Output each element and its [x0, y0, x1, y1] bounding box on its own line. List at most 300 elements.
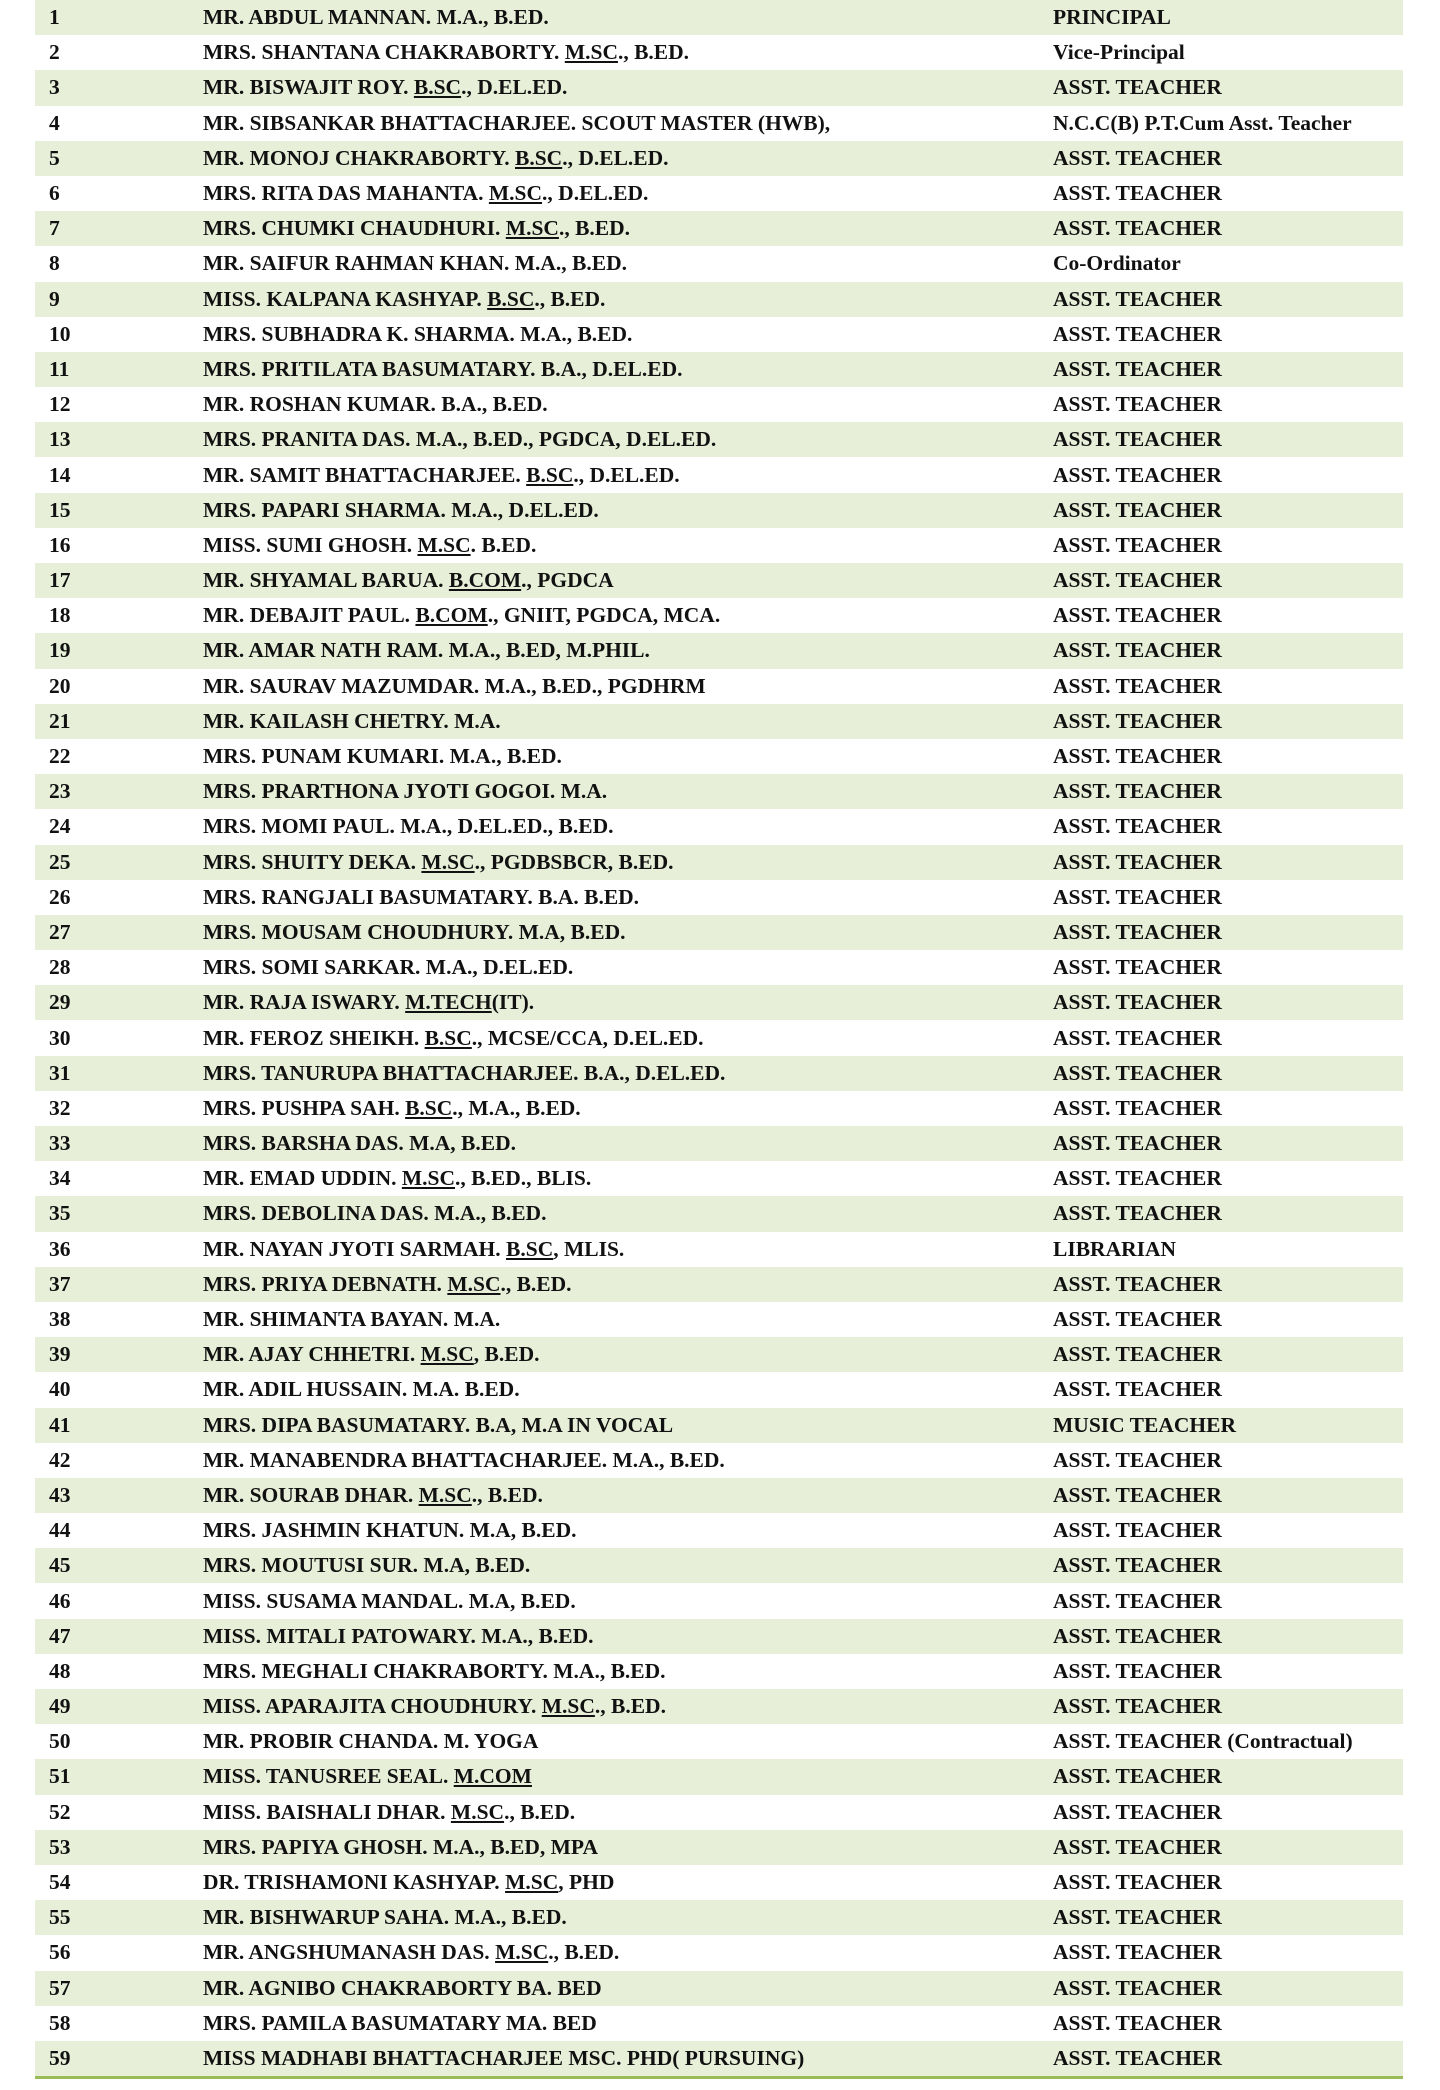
name-text: ., B.ED. — [548, 1940, 620, 1965]
designation: ASST. TEACHER — [1053, 532, 1222, 557]
staff-row — [35, 1056, 1403, 1091]
staff-row — [35, 1513, 1403, 1548]
staff-name-qualification — [203, 1302, 1053, 1337]
serial-number: 58 — [49, 2010, 71, 2035]
staff-row — [35, 1654, 1403, 1689]
designation: ASST. TEACHER — [1053, 356, 1222, 381]
name-text: MRS. SHUITY DEKA. — [203, 849, 422, 874]
staff-name-qualification — [203, 1689, 1053, 1724]
designation: ASST. TEACHER — [1053, 427, 1222, 452]
designation: ASST. TEACHER — [1053, 1553, 1222, 1578]
designation: ASST. TEACHER — [1053, 1447, 1222, 1472]
name-text: MISS. TANUSREE SEAL. — [203, 1764, 454, 1789]
serial-number: 55 — [49, 1905, 71, 1930]
staff-name-qualification — [203, 809, 1053, 844]
name-text: MR. AMAR NATH RAM. M.A., B.ED, M.PHIL. — [203, 638, 650, 663]
designation: ASST. TEACHER — [1053, 1623, 1222, 1648]
staff-name-qualification — [203, 704, 1053, 739]
staff-name-qualification — [203, 1267, 1053, 1302]
serial-number: 21 — [49, 708, 71, 733]
staff-name-qualification — [203, 774, 1053, 809]
designation: ASST. TEACHER — [1053, 1060, 1222, 1085]
staff-name-qualification — [203, 1408, 1053, 1443]
serial-number: 9 — [49, 286, 60, 311]
serial-number: 10 — [49, 321, 71, 346]
serial-number: 22 — [49, 744, 71, 769]
staff-row — [35, 1759, 1403, 1794]
name-text: MRS. RITA DAS MAHANTA. — [203, 181, 489, 206]
name-text: MR. AGNIBO CHAKRABORTY BA. BED — [203, 1975, 602, 2000]
designation: ASST. TEACHER — [1053, 1905, 1222, 1930]
staff-name-qualification — [203, 282, 1053, 317]
designation: ASST. TEACHER — [1053, 2045, 1222, 2070]
staff-table — [35, 0, 1403, 2079]
name-text: ., D.EL.ED. — [542, 181, 649, 206]
designation: ASST. TEACHER — [1053, 1271, 1222, 1296]
underlined-qualification: M.SC — [447, 1271, 501, 1296]
staff-row — [35, 1443, 1403, 1478]
name-text: MR. RAJA ISWARY. — [203, 990, 406, 1015]
designation: ASST. TEACHER — [1053, 814, 1222, 839]
name-text: MRS. PAPARI SHARMA. M.A., D.EL.ED. — [203, 497, 599, 522]
designation: ASST. TEACHER — [1053, 568, 1222, 593]
staff-name-qualification — [203, 633, 1053, 668]
serial-number: 27 — [49, 919, 71, 944]
name-text: ., B.ED. — [500, 1271, 572, 1296]
staff-name-qualification — [203, 1830, 1053, 1865]
name-text: MRS. PUNAM KUMARI. M.A., B.ED. — [203, 744, 562, 769]
underlined-qualification: M.SC — [564, 40, 618, 65]
name-text: ., B.ED. — [471, 1482, 543, 1507]
name-text: MR. SAIFUR RAHMAN KHAN. M.A., B.ED. — [203, 251, 628, 276]
staff-row — [35, 669, 1403, 704]
staff-row — [35, 1267, 1403, 1302]
underlined-qualification: B.SC — [526, 462, 574, 487]
designation: ASST. TEACHER — [1053, 75, 1222, 100]
designation: ASST. TEACHER — [1053, 1694, 1222, 1719]
underlined-qualification: M.SC — [421, 849, 475, 874]
name-text: MRS. TANURUPA BHATTACHARJEE. B.A., D.EL.ED. — [203, 1060, 726, 1085]
name-text: (IT). — [491, 990, 535, 1015]
staff-row — [35, 774, 1403, 809]
staff-row — [35, 1900, 1403, 1935]
designation: ASST. TEACHER — [1053, 1131, 1222, 1156]
name-text: MR. ABDUL MANNAN. M.A., B.ED. — [203, 5, 549, 30]
designation: ASST. TEACHER — [1053, 497, 1222, 522]
staff-name-qualification — [203, 35, 1053, 70]
name-text: MR. NAYAN JYOTI SARMAH. — [203, 1236, 507, 1261]
name-text: MRS. MOUSAM CHOUDHURY. M.A, B.ED. — [203, 919, 626, 944]
staff-row — [35, 1935, 1403, 1970]
staff-row — [35, 1724, 1403, 1759]
name-text: MR. SHYAMAL BARUA. — [203, 568, 449, 593]
name-text: MR. MONOJ CHAKRABORTY. — [203, 145, 515, 170]
designation: ASST. TEACHER — [1053, 1201, 1222, 1226]
name-text: MR. SIBSANKAR BHATTACHARJEE. SCOUT MASTER (HWB), — [203, 110, 831, 135]
staff-row — [35, 141, 1403, 176]
staff-name-qualification — [203, 669, 1053, 704]
staff-row — [35, 1478, 1403, 1513]
designation: LIBRARIAN — [1053, 1236, 1177, 1261]
name-text: MR. PROBIR CHANDA. M. YOGA — [203, 1729, 539, 1754]
designation: ASST. TEACHER — [1053, 181, 1222, 206]
serial-number: 42 — [49, 1447, 71, 1472]
staff-row — [35, 106, 1403, 141]
staff-name-qualification — [203, 141, 1053, 176]
name-text: MR. DEBAJIT PAUL. — [203, 603, 416, 628]
designation: ASST. TEACHER — [1053, 955, 1222, 980]
name-text: ., PGDCA — [521, 568, 614, 593]
name-text: ., M.A., B.ED. — [452, 1095, 581, 1120]
staff-name-qualification — [203, 985, 1053, 1020]
designation: ASST. TEACHER — [1053, 744, 1222, 769]
staff-name-qualification — [203, 106, 1053, 141]
staff-row — [35, 282, 1403, 317]
name-text: MRS. SOMI SARKAR. M.A., D.EL.ED. — [203, 955, 574, 980]
staff-name-qualification — [203, 1478, 1053, 1513]
name-text: , MLIS. — [553, 1236, 625, 1261]
serial-number: 41 — [49, 1412, 71, 1437]
staff-name-qualification — [203, 0, 1053, 35]
designation: ASST. TEACHER — [1053, 1342, 1222, 1367]
serial-number: 12 — [49, 392, 71, 417]
name-text: ., PGDBSBCR, B.ED. — [474, 849, 674, 874]
serial-number: 30 — [49, 1025, 71, 1050]
staff-name-qualification — [203, 1548, 1053, 1583]
staff-name-qualification — [203, 1372, 1053, 1407]
serial-number: 59 — [49, 2045, 71, 2070]
staff-row — [35, 1689, 1403, 1724]
name-text: MISS MADHABI BHATTACHARJEE MSC. PHD( PURSUING) — [203, 2045, 805, 2070]
serial-number: 32 — [49, 1095, 71, 1120]
designation: ASST. TEACHER — [1053, 990, 1222, 1015]
name-text: MR. SOURAB DHAR. — [203, 1482, 419, 1507]
serial-number: 37 — [49, 1271, 71, 1296]
staff-name-qualification — [203, 2041, 1053, 2078]
staff-row — [35, 633, 1403, 668]
designation: ASST. TEACHER (Contractual) — [1053, 1729, 1353, 1754]
underlined-qualification: B.SC — [487, 286, 535, 311]
designation: ASST. TEACHER — [1053, 2010, 1222, 2035]
serial-number: 7 — [49, 216, 60, 241]
staff-name-qualification — [203, 246, 1053, 281]
name-text: , B.ED. — [473, 1342, 540, 1367]
serial-number: 31 — [49, 1060, 71, 1085]
name-text: MRS. SUBHADRA K. SHARMA. M.A., B.ED. — [203, 321, 633, 346]
staff-row — [35, 1372, 1403, 1407]
designation: ASST. TEACHER — [1053, 1588, 1222, 1613]
name-text: MRS. PUSHPA SAH. — [203, 1095, 406, 1120]
name-text: MRS. PRITILATA BASUMATARY. B.A., D.EL.ED. — [203, 356, 683, 381]
designation: ASST. TEACHER — [1053, 216, 1222, 241]
designation: ASST. TEACHER — [1053, 145, 1222, 170]
name-text: MR. SHIMANTA BAYAN. M.A. — [203, 1307, 501, 1332]
staff-name-qualification — [203, 1900, 1053, 1935]
name-text: MR. ADIL HUSSAIN. M.A. B.ED. — [203, 1377, 520, 1402]
underlined-qualification: B.SC — [515, 145, 563, 170]
staff-row — [35, 1830, 1403, 1865]
serial-number: 16 — [49, 532, 71, 557]
designation: ASST. TEACHER — [1053, 919, 1222, 944]
serial-number: 25 — [49, 849, 71, 874]
staff-name-qualification — [203, 845, 1053, 880]
name-text: MRS. SHANTANA CHAKRABORTY. — [203, 40, 565, 65]
serial-number: 54 — [49, 1870, 71, 1895]
name-text: MRS. MOUTUSI SUR. M.A, B.ED. — [203, 1553, 531, 1578]
serial-number: 47 — [49, 1623, 71, 1648]
staff-row — [35, 493, 1403, 528]
staff-row — [35, 1337, 1403, 1372]
staff-row — [35, 809, 1403, 844]
staff-name-qualification — [203, 563, 1053, 598]
designation: ASST. TEACHER — [1053, 779, 1222, 804]
staff-row — [35, 880, 1403, 915]
staff-name-qualification — [203, 1935, 1053, 1970]
underlined-qualification: M.SC — [418, 1482, 472, 1507]
designation: ASST. TEACHER — [1053, 286, 1222, 311]
staff-row — [35, 704, 1403, 739]
staff-row — [35, 387, 1403, 422]
staff-row — [35, 1126, 1403, 1161]
serial-number: 56 — [49, 1940, 71, 1965]
name-text: MRS. JASHMIN KHATUN. M.A, B.ED. — [203, 1518, 577, 1543]
designation: ASST. TEACHER — [1053, 1940, 1222, 1965]
staff-row — [35, 1091, 1403, 1126]
name-text: MR. MANABENDRA BHATTACHARJEE. M.A., B.ED. — [203, 1447, 725, 1472]
staff-name-qualification — [203, 1971, 1053, 2006]
designation: ASST. TEACHER — [1053, 1166, 1222, 1191]
staff-name-qualification — [203, 457, 1053, 492]
staff-row — [35, 739, 1403, 774]
staff-name-qualification — [203, 1759, 1053, 1794]
staff-row — [35, 1196, 1403, 1231]
designation: ASST. TEACHER — [1053, 1025, 1222, 1050]
serial-number: 11 — [49, 356, 70, 381]
staff-row — [35, 211, 1403, 246]
name-text: MRS. CHUMKI CHAUDHURI. — [203, 216, 506, 241]
name-text: ., B.ED. — [504, 1799, 576, 1824]
underlined-qualification: B.SC — [405, 1095, 453, 1120]
staff-row — [35, 1408, 1403, 1443]
serial-number: 1 — [49, 5, 60, 30]
staff-name-qualification — [203, 422, 1053, 457]
serial-number: 18 — [49, 603, 71, 628]
designation: ASST. TEACHER — [1053, 1658, 1222, 1683]
staff-row — [35, 246, 1403, 281]
designation: ASST. TEACHER — [1053, 1482, 1222, 1507]
name-text: MR. BISHWARUP SAHA. M.A., B.ED. — [203, 1905, 567, 1930]
name-text: MRS. DEBOLINA DAS. M.A., B.ED. — [203, 1201, 547, 1226]
designation: ASST. TEACHER — [1053, 638, 1222, 663]
underlined-qualification: M.SC — [488, 181, 543, 206]
staff-row — [35, 35, 1403, 70]
underlined-qualification: B.SC — [413, 75, 462, 100]
name-text: MISS. KALPANA KASHYAP. — [203, 286, 488, 311]
staff-name-qualification — [203, 598, 1053, 633]
staff-row — [35, 1548, 1403, 1583]
designation: ASST. TEACHER — [1053, 849, 1222, 874]
underlined-qualification: M.TECH — [405, 990, 492, 1015]
designation: Co-Ordinator — [1053, 251, 1181, 276]
name-text: MRS. MOMI PAUL. M.A., D.EL.ED., B.ED. — [203, 814, 614, 839]
serial-number: 35 — [49, 1201, 71, 1226]
serial-number: 39 — [49, 1342, 71, 1367]
serial-number: 43 — [49, 1482, 71, 1507]
underlined-qualification: M.SC — [401, 1166, 456, 1191]
staff-row — [35, 563, 1403, 598]
staff-name-qualification — [203, 1865, 1053, 1900]
name-text: MR. SAMIT BHATTACHARJEE. — [203, 462, 527, 487]
staff-row — [35, 1161, 1403, 1196]
staff-row — [35, 0, 1403, 35]
serial-number: 2 — [49, 40, 60, 65]
staff-row — [35, 352, 1403, 387]
underlined-qualification: M.SC — [541, 1694, 595, 1719]
staff-name-qualification — [203, 950, 1053, 985]
staff-name-qualification — [203, 1091, 1053, 1126]
staff-row — [35, 950, 1403, 985]
name-text: ., GNIIT, PGDCA, MCA. — [487, 603, 721, 628]
staff-name-qualification — [203, 1196, 1053, 1231]
staff-name-qualification — [203, 493, 1053, 528]
staff-name-qualification — [203, 211, 1053, 246]
staff-row — [35, 2041, 1403, 2078]
designation: Vice-Principal — [1053, 40, 1185, 65]
staff-row — [35, 915, 1403, 950]
name-text: MISS. SUSAMA MANDAL. M.A, B.ED. — [203, 1588, 576, 1613]
staff-name-qualification — [203, 317, 1053, 352]
designation: ASST. TEACHER — [1053, 673, 1222, 698]
name-text: ., D.EL.ED. — [573, 462, 680, 487]
designation: ASST. TEACHER — [1053, 1764, 1222, 1789]
staff-name-qualification — [203, 1232, 1053, 1267]
staff-row — [35, 317, 1403, 352]
serial-number: 19 — [49, 638, 71, 663]
name-text: MR. EMAD UDDIN. — [203, 1166, 402, 1191]
serial-number: 8 — [49, 251, 60, 276]
staff-name-qualification — [203, 70, 1053, 105]
designation: ASST. TEACHER — [1053, 1870, 1222, 1895]
staff-row — [35, 1619, 1403, 1654]
staff-row — [35, 1795, 1403, 1830]
serial-number: 20 — [49, 673, 71, 698]
name-text: MR. SAURAV MAZUMDAR. M.A., B.ED., PGDHRM — [203, 673, 706, 698]
name-text: MRS. BARSHA DAS. M.A, B.ED. — [203, 1131, 516, 1156]
name-text: MR. ANGSHUMANASH DAS. — [203, 1940, 496, 1965]
designation: ASST. TEACHER — [1053, 1834, 1222, 1859]
name-text: MRS. RANGJALI BASUMATARY. B.A. B.ED. — [203, 884, 640, 909]
underlined-qualification: B.SC — [424, 1025, 472, 1050]
name-text: MR. ROSHAN KUMAR. B.A., B.ED. — [203, 392, 548, 417]
staff-row — [35, 1302, 1403, 1337]
serial-number: 46 — [49, 1588, 71, 1613]
serial-number: 33 — [49, 1131, 71, 1156]
designation: ASST. TEACHER — [1053, 1799, 1222, 1824]
name-text: MRS. PRIYA DEBNATH. — [203, 1271, 448, 1296]
name-text: , PHD — [558, 1870, 615, 1895]
name-text: MR. FEROZ SHEIKH. — [203, 1025, 425, 1050]
name-text: ., B.ED. — [617, 40, 690, 65]
staff-row — [35, 598, 1403, 633]
serial-number: 3 — [49, 75, 60, 100]
underlined-qualification: B.COM — [448, 568, 522, 593]
name-text: MR. BISWAJIT ROY. — [203, 75, 414, 100]
staff-name-qualification — [203, 1161, 1053, 1196]
underlined-qualification: M.SC — [450, 1799, 505, 1824]
staff-row — [35, 528, 1403, 563]
serial-number: 57 — [49, 1975, 71, 2000]
underlined-qualification: M.SC — [417, 532, 471, 557]
name-text: MISS. MITALI PATOWARY. M.A., B.ED. — [203, 1623, 594, 1648]
serial-number: 38 — [49, 1307, 71, 1332]
name-text: MISS. SUMI GHOSH. — [203, 532, 418, 557]
designation: ASST. TEACHER — [1053, 1307, 1222, 1332]
staff-name-qualification — [203, 1126, 1053, 1161]
underlined-qualification: M.SC — [505, 1870, 559, 1895]
designation: MUSIC TEACHER — [1053, 1412, 1236, 1437]
designation: ASST. TEACHER — [1053, 708, 1222, 733]
serial-number: 26 — [49, 884, 71, 909]
name-text: . B.ED. — [470, 532, 537, 557]
staff-table-body — [35, 0, 1403, 2077]
staff-row — [35, 1232, 1403, 1267]
staff-row — [35, 1020, 1403, 1055]
serial-number: 28 — [49, 955, 71, 980]
staff-row — [35, 845, 1403, 880]
serial-number: 44 — [49, 1518, 71, 1543]
staff-name-qualification — [203, 915, 1053, 950]
name-text: MRS. PAMILA BASUMATARY MA. BED — [203, 2010, 597, 2035]
designation: ASST. TEACHER — [1053, 603, 1222, 628]
name-text: ., D.EL.ED. — [562, 145, 669, 170]
designation: ASST. TEACHER — [1053, 392, 1222, 417]
serial-number: 6 — [49, 181, 60, 206]
staff-name-qualification — [203, 1020, 1053, 1055]
staff-name-qualification — [203, 1513, 1053, 1548]
name-text: MRS. PAPIYA GHOSH. M.A., B.ED, MPA — [203, 1834, 598, 1859]
serial-number: 36 — [49, 1236, 71, 1261]
staff-list-page — [35, 0, 1403, 2079]
staff-row — [35, 985, 1403, 1020]
name-text: MISS. BAISHALI DHAR. — [203, 1799, 451, 1824]
underlined-qualification: B.COM — [415, 603, 488, 628]
staff-row — [35, 1865, 1403, 1900]
staff-name-qualification — [203, 2006, 1053, 2041]
name-text: ., B.ED. — [558, 216, 631, 241]
staff-row — [35, 1971, 1403, 2006]
designation: ASST. TEACHER — [1053, 884, 1222, 909]
name-text: MR. KAILASH CHETRY. M.A. — [203, 708, 501, 733]
underlined-qualification: B.SC — [506, 1236, 554, 1261]
staff-name-qualification — [203, 739, 1053, 774]
underlined-qualification: M.SC — [505, 216, 559, 241]
serial-number: 52 — [49, 1799, 71, 1824]
designation: ASST. TEACHER — [1053, 321, 1222, 346]
staff-name-qualification — [203, 176, 1053, 211]
underlined-qualification: M.SC — [495, 1940, 549, 1965]
name-text: MISS. APARAJITA CHOUDHURY. — [203, 1694, 542, 1719]
serial-number: 45 — [49, 1553, 71, 1578]
name-text: ., D.EL.ED. — [461, 75, 568, 100]
designation: ASST. TEACHER — [1053, 1095, 1222, 1120]
serial-number: 34 — [49, 1166, 71, 1191]
designation: ASST. TEACHER — [1053, 1518, 1222, 1543]
serial-number: 53 — [49, 1834, 71, 1859]
name-text: MRS. DIPA BASUMATARY. B.A, M.A IN VOCAL — [203, 1412, 674, 1437]
designation: ASST. TEACHER — [1053, 462, 1222, 487]
name-text: DR. TRISHAMONI KASHYAP. — [203, 1870, 506, 1895]
name-text: MRS. MEGHALI CHAKRABORTY. M.A., B.ED. — [203, 1658, 666, 1683]
